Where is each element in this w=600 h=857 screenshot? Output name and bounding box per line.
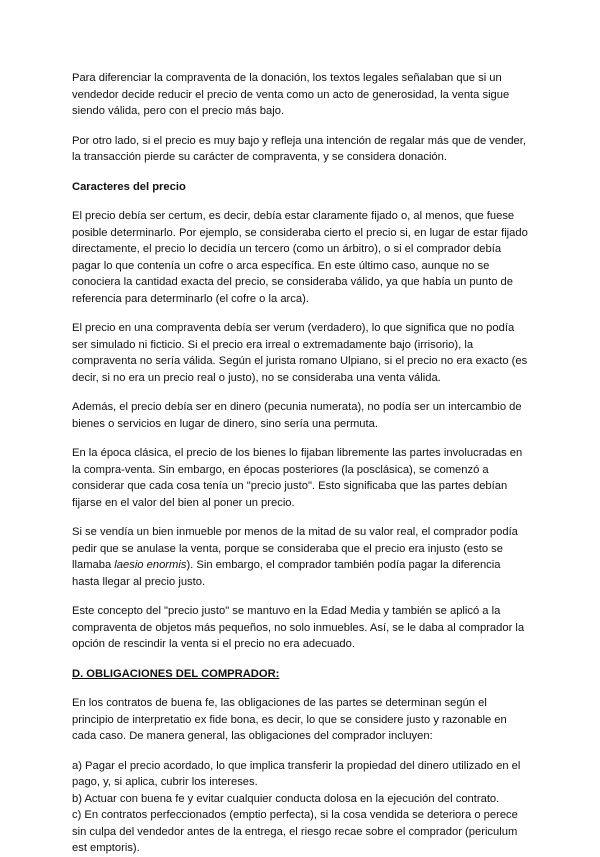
paragraph-verum: El precio en una compraventa debía ser verum (verdadero), lo que significa que no podía ser simulado ni ficticio. Si el precio era irreal o extremadamente bajo (irrisorio), la compraventa no sería válida. Según el jurista romano Ulpiano, si el precio no era exacto (es decir, si no era un precio real o justo), no se consideraba una venta válida.: [72, 322, 528, 384]
paragraph-pecunia: Además, el precio debía ser en dinero (pecunia numerata), no podía ser un intercambio de bienes o servicios en lugar de dinero, sino sería una permuta.: [72, 401, 522, 430]
list-item-b: b) Actuar con buena fe y evitar cualquier conducta dolosa en la ejecución del contrato.: [72, 792, 500, 805]
section-heading-obligaciones: D. OBLIGACIONES DEL COMPRADOR:: [72, 667, 280, 680]
paragraph-certum: El precio debía ser certum, es decir, debía estar claramente fijado o, al menos, que fuese posible determinarlo. Por ejemplo, se consideraba cierto el precio si, en lugar de estar fijado directamente, el precio lo decidía un tercero (como un árbitro), o si el comprador debía pagar lo que contenía un cofre o arca específica. En este último caso, aunque no se conociera la cantidad exacta del precio, se consideraba válido, ya que había un punto de referencia para determinarlo (el cofre o la arca).: [72, 210, 528, 305]
paragraph-epoca-clasica: En la época clásica, el precio de los bienes lo fijaban libremente las partes involucradas en la compra-venta. Sin embargo, en épocas posteriores (la posclásica), se comenzó a considerar que cada cosa tenía un "precio justo". Esto significaba que las partes debían fijarse en el valor del bien al poner un precio.: [72, 447, 523, 509]
paragraph-donacion: Para diferenciar la compraventa de la donación, los textos legales señalaban que si un vendedor decide reducir el precio de venta como un acto de generosidad, la venta sigue siendo válida, pero con el precio más bajo.: [72, 72, 510, 117]
paragraph-laesio-enormis: [72, 524, 528, 590]
paragraph-precio-bajo: Por otro lado, si el precio es muy bajo y refleja una intención de regalar más que de vender, la transacción pierde su carácter de compraventa, y se considera donación.: [72, 134, 526, 163]
section-heading-caracteres: Caracteres del precio: [72, 180, 186, 193]
list-item-a: a) Pagar el precio acordado, lo que implica transferir la propiedad del dinero utilizado en el pago, y, si aplica, cubrir los intereses.: [72, 759, 521, 788]
list-item-c: c) En contratos perfeccionados (emptio perfecta), si la cosa vendida se deteriora o perece sin culpa del vendedor antes de la entrega, el riesgo recae sobre el comprador (periculum est emptoris).: [72, 809, 518, 854]
document-body: [72, 70, 528, 857]
paragraph-edad-media: Este concepto del "precio justo" se mantuvo en la Edad Media y también se aplicó a la compraventa de objetos más pequeños, no solo inmuebles. Así, se le daba al comprador la opción de rescindir la venta si el precio no era adecuado.: [72, 605, 525, 650]
obligations-list: [72, 758, 528, 857]
paragraph-text-end: ). Sin embargo, el comprador también podía pagar la diferencia hasta llegar al precio justo.: [72, 559, 501, 588]
paragraph-text-start: Si se vendía un bien inmueble por menos de la mitad de su valor real, el comprador podía pedir que se anulase la venta, porque se consideraba que el precio era injusto (esto se llamaba: [72, 526, 518, 571]
italic-term: laesio enormis: [114, 559, 187, 571]
paragraph-buena-fe: En los contratos de buena fe, las obligaciones de las partes se determinan según el principio de interpretatio ex fide bona, es decir, lo que se considere justo y razonable en cada caso. De manera general, las obligaciones del comprador incluyen:: [72, 697, 507, 742]
